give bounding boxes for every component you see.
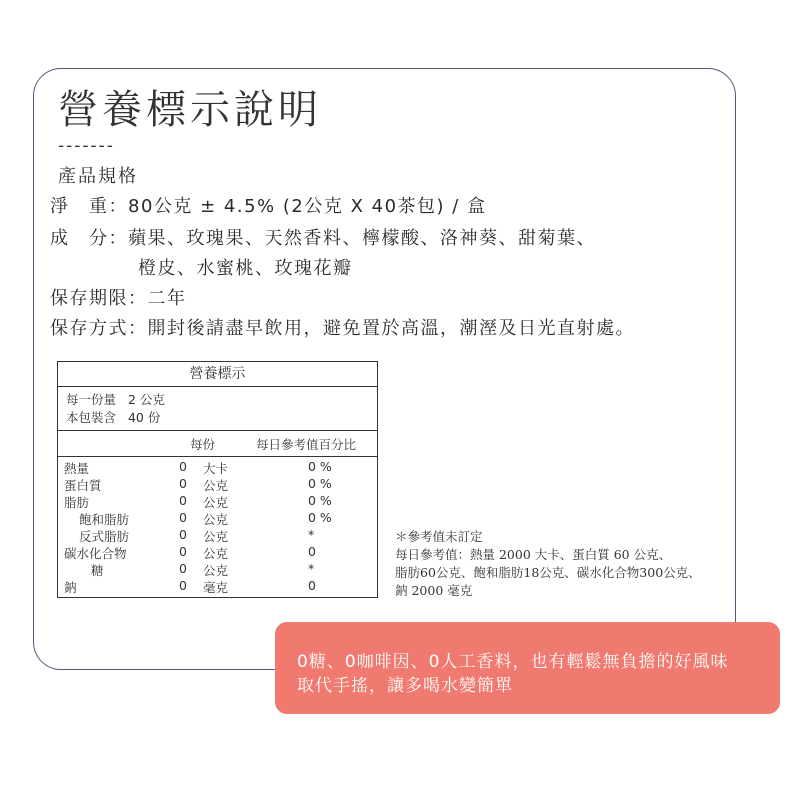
shelf-label: 保存期限： — [50, 288, 148, 309]
ingredients-line1: 蘋果、玫瑰果、天然香料、檸檬酸、洛神葵、甜菊葉、 — [128, 228, 596, 249]
col-daily-pct: 每日參考值百分比 — [256, 437, 357, 452]
table-row — [58, 578, 377, 595]
serving-size-value: 2 公克 — [127, 392, 165, 407]
serving-size-row — [66, 390, 165, 408]
nutrient-name: 糖 — [91, 563, 104, 578]
page-title: 營養標示說明 — [58, 87, 322, 133]
nutrient-pct: 0 % — [308, 459, 332, 474]
weight-label: 淨 重： — [50, 196, 128, 217]
nutrient-name: 碳水化合物 — [64, 546, 127, 561]
serving-info — [58, 386, 377, 431]
promo-banner — [275, 622, 780, 714]
serving-size-label: 每一份量 — [66, 392, 117, 407]
nutrient-unit: 公克 — [203, 546, 229, 561]
nutrient-value: 0 — [179, 510, 187, 525]
nutrient-unit: 公克 — [203, 563, 229, 578]
nutrient-pct: * — [308, 561, 315, 576]
nutrition-column-headers — [58, 430, 377, 457]
nutrient-unit: 公克 — [203, 495, 229, 510]
nutrient-pct: 0 % — [308, 493, 332, 508]
spec-storage — [50, 314, 635, 340]
servings-row — [66, 408, 160, 426]
nutrient-value: 0 — [179, 561, 187, 576]
note-line: 脂肪60公克、飽和脂肪18公克、碳水化合物300公克、 — [395, 565, 701, 580]
nutrient-name: 反式脂肪 — [79, 529, 130, 544]
table-row — [58, 544, 377, 561]
shelf-value: 二年 — [147, 288, 187, 309]
table-row — [58, 561, 377, 578]
nutrient-pct: 0 — [308, 544, 316, 559]
spec-weight — [50, 192, 487, 218]
nutrient-pct: 0 % — [308, 510, 332, 525]
promo-line: 取代手搖，讓多喝水變簡單 — [297, 676, 513, 696]
nutrient-value: 0 — [179, 544, 187, 559]
nutrient-value: 0 — [179, 476, 187, 491]
nutrient-pct: 0 — [308, 578, 316, 593]
table-row — [58, 476, 377, 493]
table-row — [58, 493, 377, 510]
col-per-serving: 每份 — [190, 437, 216, 452]
nutrient-unit: 大卡 — [203, 461, 229, 476]
storage-label: 保存方式： — [50, 318, 148, 339]
nutrient-unit: 公克 — [203, 478, 229, 493]
nutrient-unit: 毫克 — [203, 580, 229, 595]
promo-line: 0糖、0咖啡因、0人工香料，也有輕鬆無負擔的好風味 — [297, 652, 729, 672]
nutrient-unit: 公克 — [203, 529, 229, 544]
nutrient-value: 0 — [179, 459, 187, 474]
nutrient-value: 0 — [179, 527, 187, 542]
title-divider: ------- — [58, 136, 115, 156]
table-row — [58, 459, 377, 476]
ingredients-line2: 橙皮、水蜜桃、玫瑰花瓣 — [138, 258, 353, 279]
nutrition-table-header: 營養標示 — [58, 362, 377, 387]
nutrient-value: 0 — [179, 493, 187, 508]
spec-shelf-life — [50, 284, 187, 310]
note-line: ＊參考值未訂定 — [395, 529, 483, 544]
nutrient-name: 脂肪 — [64, 495, 90, 510]
nutrient-value: 0 — [179, 578, 187, 593]
ingredients-label: 成 分： — [50, 228, 128, 249]
servings-value: 40 份 — [127, 410, 161, 425]
reference-note — [395, 528, 701, 600]
nutrient-unit: 公克 — [203, 512, 229, 527]
servings-label: 本包裝含 — [66, 410, 117, 425]
note-line: 每日參考值：熱量 2000 大卡、蛋白質 60 公克、 — [395, 547, 672, 562]
nutrient-pct: 0 % — [308, 476, 332, 491]
table-row — [58, 510, 377, 527]
spec-heading: 產品規格 — [58, 166, 138, 187]
nutrient-name: 熱量 — [64, 461, 90, 476]
nutrition-table — [57, 361, 378, 598]
nutrient-pct: * — [308, 527, 315, 542]
weight-value: 80公克 ± 4.5% (2公克 X 40茶包) / 盒 — [128, 196, 487, 217]
nutrient-name: 飽和脂肪 — [79, 512, 130, 527]
spec-ingredients — [50, 224, 596, 250]
storage-value: 開封後請盡早飲用，避免置於高溫，潮溼及日光直射處。 — [147, 318, 635, 339]
note-line: 鈉 2000 毫克 — [395, 583, 473, 598]
table-row — [58, 527, 377, 544]
nutrient-name: 鈉 — [64, 580, 77, 595]
nutrient-name: 蛋白質 — [64, 478, 102, 493]
